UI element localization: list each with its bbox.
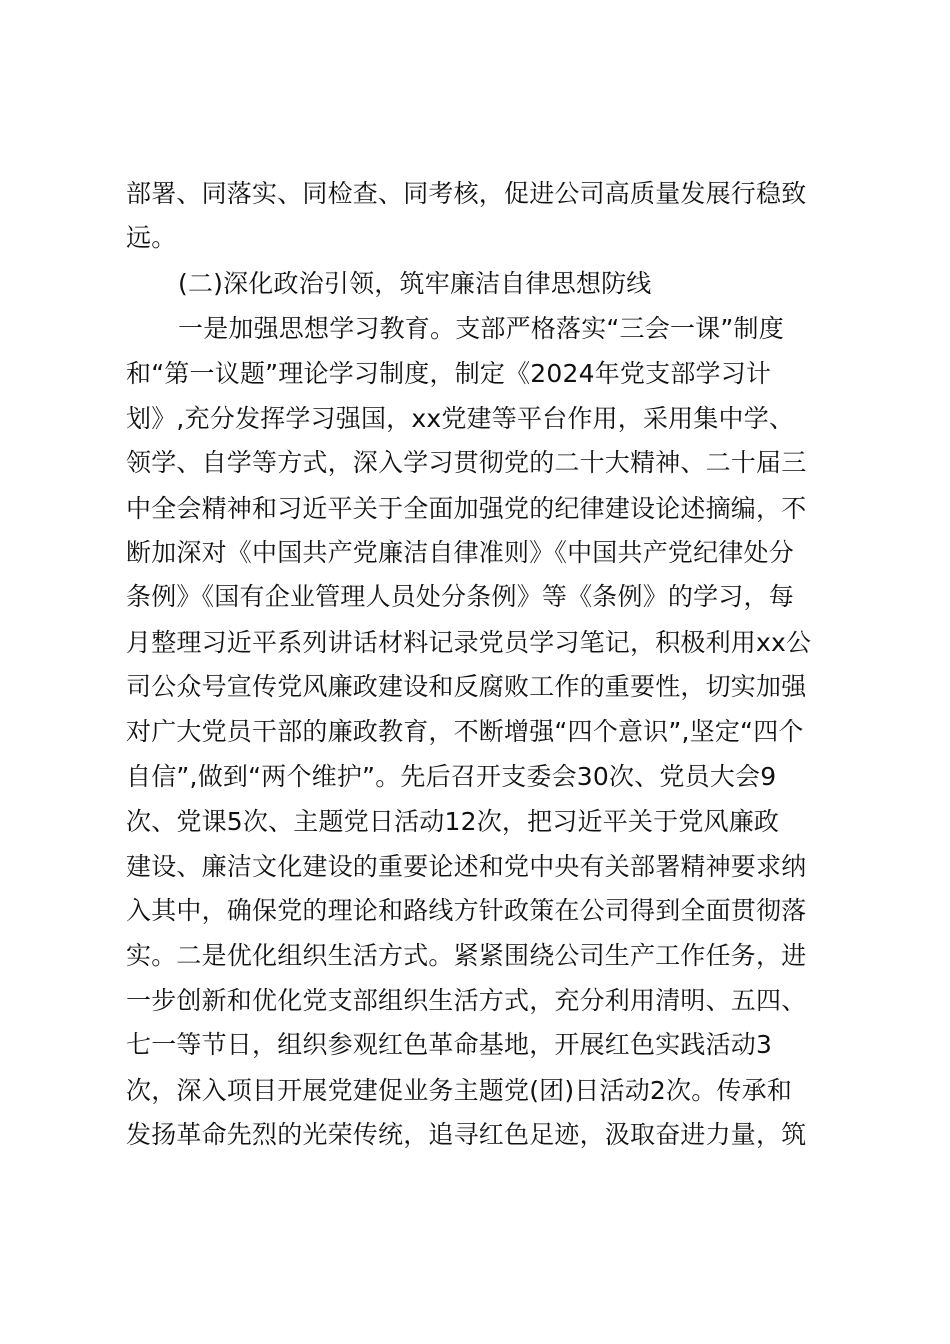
paragraph-line: 发扬革命先烈的光荣传统，追寻红色足迹，汲取奋进力量，筑: [126, 1120, 807, 1149]
paragraph-line: 一是加强思想学习教育。支部严格落实“三会一课”制度: [178, 314, 784, 343]
paragraph-line: 月整理习近平系列讲话材料记录党员学习笔记，积极利用xx公: [126, 628, 812, 657]
paragraph-line: 条例》《国有企业管理人员处分条例》等《条例》的学习，每: [126, 582, 794, 611]
paragraph-line: 对广大党员干部的廉政教育，不断增强“四个意识”,坚定“四个: [126, 717, 804, 746]
paragraph-line: 次，深入项目开展党建促业务主题党(团)日活动2次。传承和: [126, 1076, 793, 1105]
paragraph-line: 次、党课5次、主题党日活动12次，把习近平关于党风廉政: [126, 807, 780, 836]
paragraph-line: 入其中，确保党的理论和路线方针政策在公司得到全面贯彻落: [126, 896, 807, 925]
section-heading: (二)深化政治引领，筑牢廉洁自律思想防线: [178, 269, 652, 298]
paragraph-line: 远。: [126, 223, 177, 252]
paragraph-line: 七一等节日，组织参观红色革命基地，开展红色实践活动3: [126, 1030, 773, 1059]
paragraph-line: 部署、同落实、同检查、同考核，促进公司高质量发展行稳致: [126, 179, 807, 208]
paragraph-line: 断加深对《中国共产党廉洁自律准则》《中国共产党纪律处分: [126, 538, 794, 567]
paragraph-line: 划》,充分发挥学习强国，xx党建等平台作用，采用集中学、: [126, 404, 795, 433]
paragraph-line: 领学、自学等方式，深入学习贯彻党的二十大精神、二十届三: [126, 448, 807, 477]
paragraph-line: 中全会精神和习近平关于全面加强党的纪律建设论述摘编，不: [126, 494, 807, 523]
paragraph-line: 司公众号宣传党风廉政建设和反腐败工作的重要性，切实加强: [126, 672, 807, 701]
paragraph-line: 自信”,做到“两个维护”。先后召开支委会30次、党员大会9: [126, 762, 777, 791]
paragraph-line: 实。二是优化组织生活方式。紧紧围绕公司生产工作任务，进: [126, 941, 807, 970]
paragraph-line: 一步创新和优化党支部组织生活方式，充分利用清明、五四、: [126, 986, 807, 1015]
paragraph-line: 建设、廉洁文化建设的重要论述和党中央有关部署精神要求纳: [126, 852, 807, 881]
paragraph-line: 和“第一议题”理论学习制度，制定《2024年党支部学习计: [126, 359, 772, 388]
